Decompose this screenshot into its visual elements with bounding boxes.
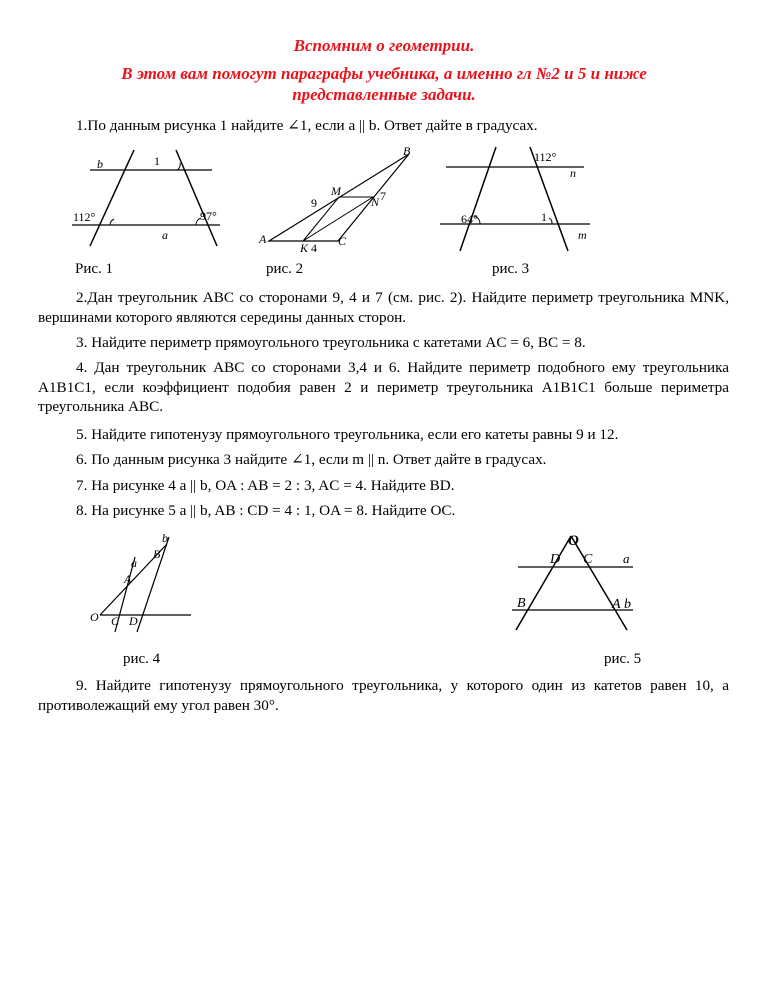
fig2-label-A: A [259,232,267,246]
problem-4: 4. Дан треугольник ABC со сторонами 3,4 и 6. Найдите периметр подобного ему треугольника A1B1C1, если коэффициент подобия равен 2 и периметр треугольника A1B1C1 больше периметра треугольника ABC. [38,359,729,415]
fig3-arc-1 [549,218,552,224]
fig1-label-a: a [162,228,168,242]
fig4-label-A: A [124,572,132,586]
fig5-label-D: D [550,552,561,567]
problem-8: 8. На рисунке 5 a || b, AB : CD = 4 : 1, OA = 8. Найдите OC. [76,502,456,519]
fig5-label-b: b [624,597,631,612]
fig1-label-97: 97° [200,209,217,223]
fig2-label-C: C [338,234,347,248]
fig2-label-B: B [403,144,411,158]
figure-5 [508,530,638,634]
problem-6: 6. По данным рисунка 3 найдите ∠1, если m || n. Ответ дайте в градусах. [76,451,547,468]
page-subtitle-line2: представленные задачи. [292,85,476,104]
problem-7: 7. На рисунке 4 a || b, OA : AB = 2 : 3, AC = 4. Найдите BD. [76,477,455,494]
fig2-side-4: 4 [311,241,317,254]
fig5-label-C: C [583,552,593,567]
fig2-side-7: 7 [380,189,386,203]
fig4-label-b: b [162,532,168,545]
fig2-label-K: K [300,241,309,254]
fig4-label-D: D [129,614,138,628]
fig3-label-64: 64° [461,212,478,226]
caption-fig5: рис. 5 [604,651,642,667]
fig4-label-C: C [111,614,120,628]
figure-2 [255,144,425,254]
figure-4 [85,532,197,638]
fig3-label-112: 112° [534,150,557,164]
fig3-label-n: n [570,166,576,180]
fig5-side-right [571,536,627,630]
fig2-label-M: M [331,184,341,198]
fig5-label-a: a [623,551,630,566]
fig5-label-B: B [517,596,526,611]
fig3-label-m: m [578,228,587,242]
fig1-transversal-right [176,150,217,246]
problem-9: 9. Найдите гипотенузу прямоугольного треугольника, у которого один из катетов равен 10, а противолежащий ему угол равен 30°. [38,677,729,714]
figure-3 [438,145,598,255]
fig1-label-1: 1 [154,154,160,168]
problem-2: 2.Дан треугольник ABC со сторонами 9, 4 и 7 (см. рис. 2). Найдите периметр треугольника MNK, вершинами которого являются середины данных сторон. [38,289,729,326]
fig1-label-112: 112° [73,210,96,224]
problem-5: 5. Найдите гипотенузу прямоугольного треугольника, если его катеты равны 9 и 12. [76,426,619,443]
fig1-label-b: b [97,157,103,171]
page-title: Вспомним о геометрии. [293,36,475,55]
fig1-arc-112 [110,219,114,225]
caption-fig2: рис. 2 [266,261,304,277]
figure-1 [70,148,240,250]
caption-fig3: рис. 3 [492,261,530,277]
fig4-label-O: O [90,610,99,624]
fig5-label-O: O [568,533,579,549]
fig3-transversal-left [460,147,496,251]
fig2-label-N: N [371,195,380,209]
caption-fig1: Рис. 1 [75,261,114,277]
fig5-label-A: A [612,597,621,612]
fig4-label-a: a [131,556,137,570]
problem-3: 3. Найдите периметр прямоугольного треугольника с катетами AC = 6, BC = 8. [76,334,586,351]
page-subtitle-line1: В этом вам помогут параграфы учебника, а именно гл №2 и 5 и ниже [121,64,647,83]
caption-fig4: рис. 4 [123,651,161,667]
fig1-arc-1 [177,163,180,170]
fig2-side-9: 9 [311,196,317,210]
problem-1: 1.По данным рисунка 1 найдите ∠1, если a || b. Ответ дайте в градусах. [76,117,538,134]
fig5-side-left [516,536,571,630]
fig4-label-B: B [153,547,161,561]
fig3-label-1: 1 [541,210,547,224]
